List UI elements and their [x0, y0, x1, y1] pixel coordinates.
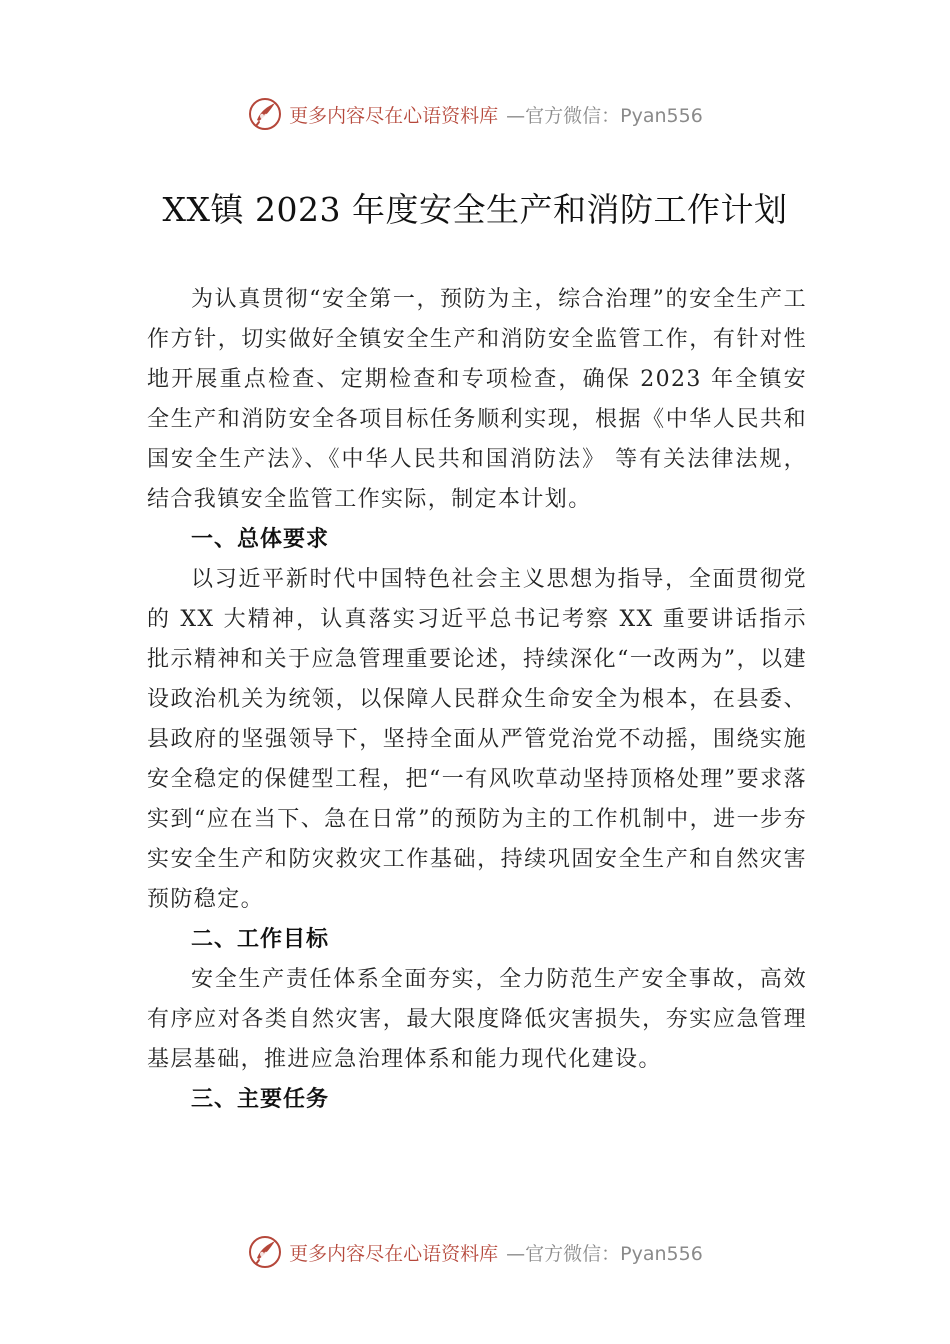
banner-wechat-text: —官方微信：Pyan556 — [506, 104, 703, 127]
header-watermark-banner — [0, 94, 950, 134]
section-body-work-goals: 安全生产责任体系全面夯实，全力防范生产安全事故，高效有序应对各类自然灾害，最大限度降低灾害损失，夯实应急管理基层基础，推进应急治理体系和能力现代化建设。 — [147, 967, 807, 1072]
banner-brand-text: 更多内容尽在心语资料库 — [289, 104, 499, 127]
section-body-overall-requirements: 以习近平新时代中国特色社会主义思想为指导，全面贯彻党的 XX 大精神，认真落实习近平总书记考察 XX 重要讲话指示批示精神和关于应急管理重要论述，持续深化“一改两为”，以建设政治机关为统领，以保障人民群众生命安全为根本，在县委、县政府的坚强领导下，坚持全面从严管党治党不动摇，围绕实施安全稳定的保健型工程，把“一有风吹草动坚持顶格处理”要求落实到“应在当下、急在日常”的预防为主的工作机制中，进一步夯实安全生产和防灾救灾工作基础，持续巩固安全生产和自然灾害预防稳定。 — [147, 567, 807, 912]
section-heading-main-tasks: 三、主要任务 — [191, 1087, 330, 1112]
footer-watermark-banner — [0, 1232, 950, 1272]
intro-paragraph: 为认真贯彻“安全第一，预防为主，综合治理”的安全生产工作方针，切实做好全镇安全生产和消防安全监管工作，有针对性地开展重点检查、定期检查和专项检查，确保 2023 年全镇安全生产和消防安全各项目标任务顺利实现，根据《中华人民共和国安全生产法》、《中华人民共和国消防法》 等有关法律法规，结合我镇安全监管工作实际，制定本计划。 — [147, 287, 807, 512]
document-title: XX镇 2023 年度安全生产和消防工作计划 — [162, 190, 788, 229]
banner-brand-text: 更多内容尽在心语资料库 — [289, 1242, 499, 1265]
section-heading-work-goals: 二、工作目标 — [191, 927, 330, 952]
quill-heart-logo-icon — [247, 96, 283, 132]
banner-wechat-text: —官方微信：Pyan556 — [506, 1242, 703, 1265]
quill-heart-logo-icon — [247, 1234, 283, 1270]
section-heading-overall-requirements: 一、总体要求 — [191, 527, 330, 552]
document-body — [147, 280, 807, 1120]
